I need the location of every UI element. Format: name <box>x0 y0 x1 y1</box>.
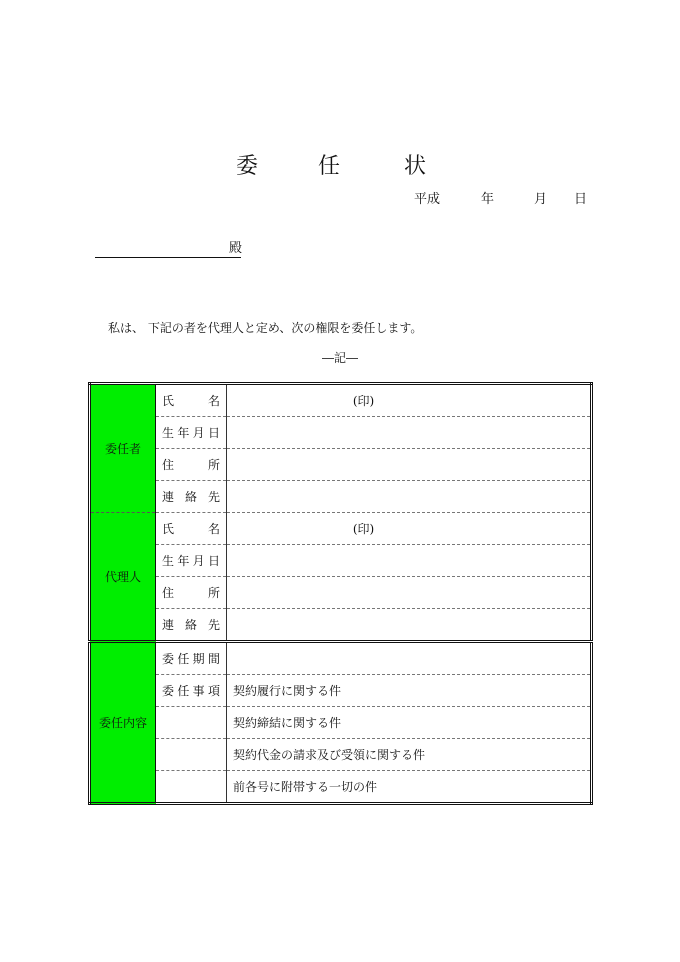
agent-birth-label <box>156 545 227 577</box>
date-year-label: 年 <box>481 192 495 207</box>
label-char: 住 <box>162 586 175 600</box>
principal-birth-row <box>90 417 592 449</box>
label-char: 事 <box>192 684 205 698</box>
agent-name-field[interactable] <box>227 513 592 545</box>
seal-mark: (印) <box>352 394 375 408</box>
principal-name-field[interactable] <box>227 384 592 417</box>
label-char: 任 <box>177 652 190 666</box>
recipient-name-line[interactable] <box>95 257 241 258</box>
ki-heading: ―記― <box>321 351 358 365</box>
label-char: 住 <box>162 458 175 472</box>
label-char: 生 <box>162 554 175 568</box>
delegation-item-3: 契約代金の請求及び受領に関する件 <box>227 739 592 771</box>
title-char-2: 任 <box>318 154 341 179</box>
date-day-label: 日 <box>574 192 588 207</box>
date-era: 平成 <box>414 192 441 207</box>
label-char: 日 <box>207 426 220 440</box>
label-char: 日 <box>207 554 220 568</box>
label-char: 生 <box>162 426 175 440</box>
principal-name-row <box>90 384 592 417</box>
title-char-1: 委 <box>236 154 259 179</box>
label-char: 名 <box>207 522 220 536</box>
principal-address-row <box>90 449 592 481</box>
seal-mark: (印) <box>352 522 375 536</box>
delegation-item-2: 契約締結に関する件 <box>227 707 592 739</box>
agent-contact-row <box>90 609 592 642</box>
label-char: 氏 <box>162 394 175 408</box>
delegation-item-1: 契約履行に関する件 <box>227 675 592 707</box>
label-char: 名 <box>207 394 220 408</box>
intro-statement: 私は、 下記の者を代理人と定め、次の権限を委任します。 <box>108 321 423 335</box>
principal-address-label <box>156 449 227 481</box>
label-char: 月 <box>192 554 205 568</box>
delegation-item-row <box>90 771 592 804</box>
principal-address-field[interactable] <box>227 449 592 481</box>
label-char: 年 <box>177 554 190 568</box>
delegation-period-label <box>156 642 227 675</box>
label-char: 委 <box>162 652 175 666</box>
delegation-matters-blank <box>156 771 227 804</box>
delegation-period-row <box>90 642 592 675</box>
delegation-matters-blank <box>156 739 227 771</box>
principal-section-label: 委任者 <box>90 384 156 513</box>
delegation-item-row <box>90 707 592 739</box>
date-month-label: 月 <box>534 192 548 207</box>
agent-address-label <box>156 577 227 609</box>
label-char: 絡 <box>184 618 197 632</box>
principal-birth-field[interactable] <box>227 417 592 449</box>
label-char: 委 <box>162 684 175 698</box>
principal-birth-label <box>156 417 227 449</box>
agent-name-row <box>90 513 592 545</box>
label-char: 連 <box>162 618 175 632</box>
label-char: 間 <box>207 652 220 666</box>
principal-contact-field[interactable] <box>227 481 592 513</box>
label-char: 絡 <box>184 490 197 504</box>
title-char-3: 状 <box>404 154 427 179</box>
label-char: 項 <box>207 684 220 698</box>
principal-contact-row <box>90 481 592 513</box>
delegation-item-row <box>90 675 592 707</box>
delegation-item-4: 前各号に附帯する一切の件 <box>233 780 378 794</box>
label-char: 連 <box>162 490 175 504</box>
agent-birth-field[interactable] <box>227 545 592 577</box>
recipient-suffix: 殿 <box>229 241 243 256</box>
agent-address-row <box>90 577 592 609</box>
document-title <box>0 152 680 182</box>
agent-contact-label <box>156 609 227 642</box>
label-char: 期 <box>192 652 205 666</box>
principal-name-label <box>156 384 227 417</box>
delegation-item-row <box>90 739 592 771</box>
label-char: 所 <box>207 586 220 600</box>
agent-address-field[interactable] <box>227 577 592 609</box>
delegation-matters-blank <box>156 707 227 739</box>
agent-name-label <box>156 513 227 545</box>
agent-contact-field[interactable] <box>227 609 592 642</box>
label-char: 年 <box>177 426 190 440</box>
label-char: 任 <box>177 684 190 698</box>
agent-birth-row <box>90 545 592 577</box>
agent-section-label: 代理人 <box>90 513 156 642</box>
delegation-period-field[interactable] <box>227 642 592 675</box>
principal-contact-label <box>156 481 227 513</box>
label-char: 先 <box>207 618 220 632</box>
label-char: 氏 <box>162 522 175 536</box>
label-char: 月 <box>192 426 205 440</box>
delegation-form-table <box>88 382 593 805</box>
delegation-section-label: 委任内容 <box>90 642 156 804</box>
label-char: 先 <box>207 490 220 504</box>
label-char: 所 <box>207 458 220 472</box>
delegation-matters-label <box>156 675 227 707</box>
